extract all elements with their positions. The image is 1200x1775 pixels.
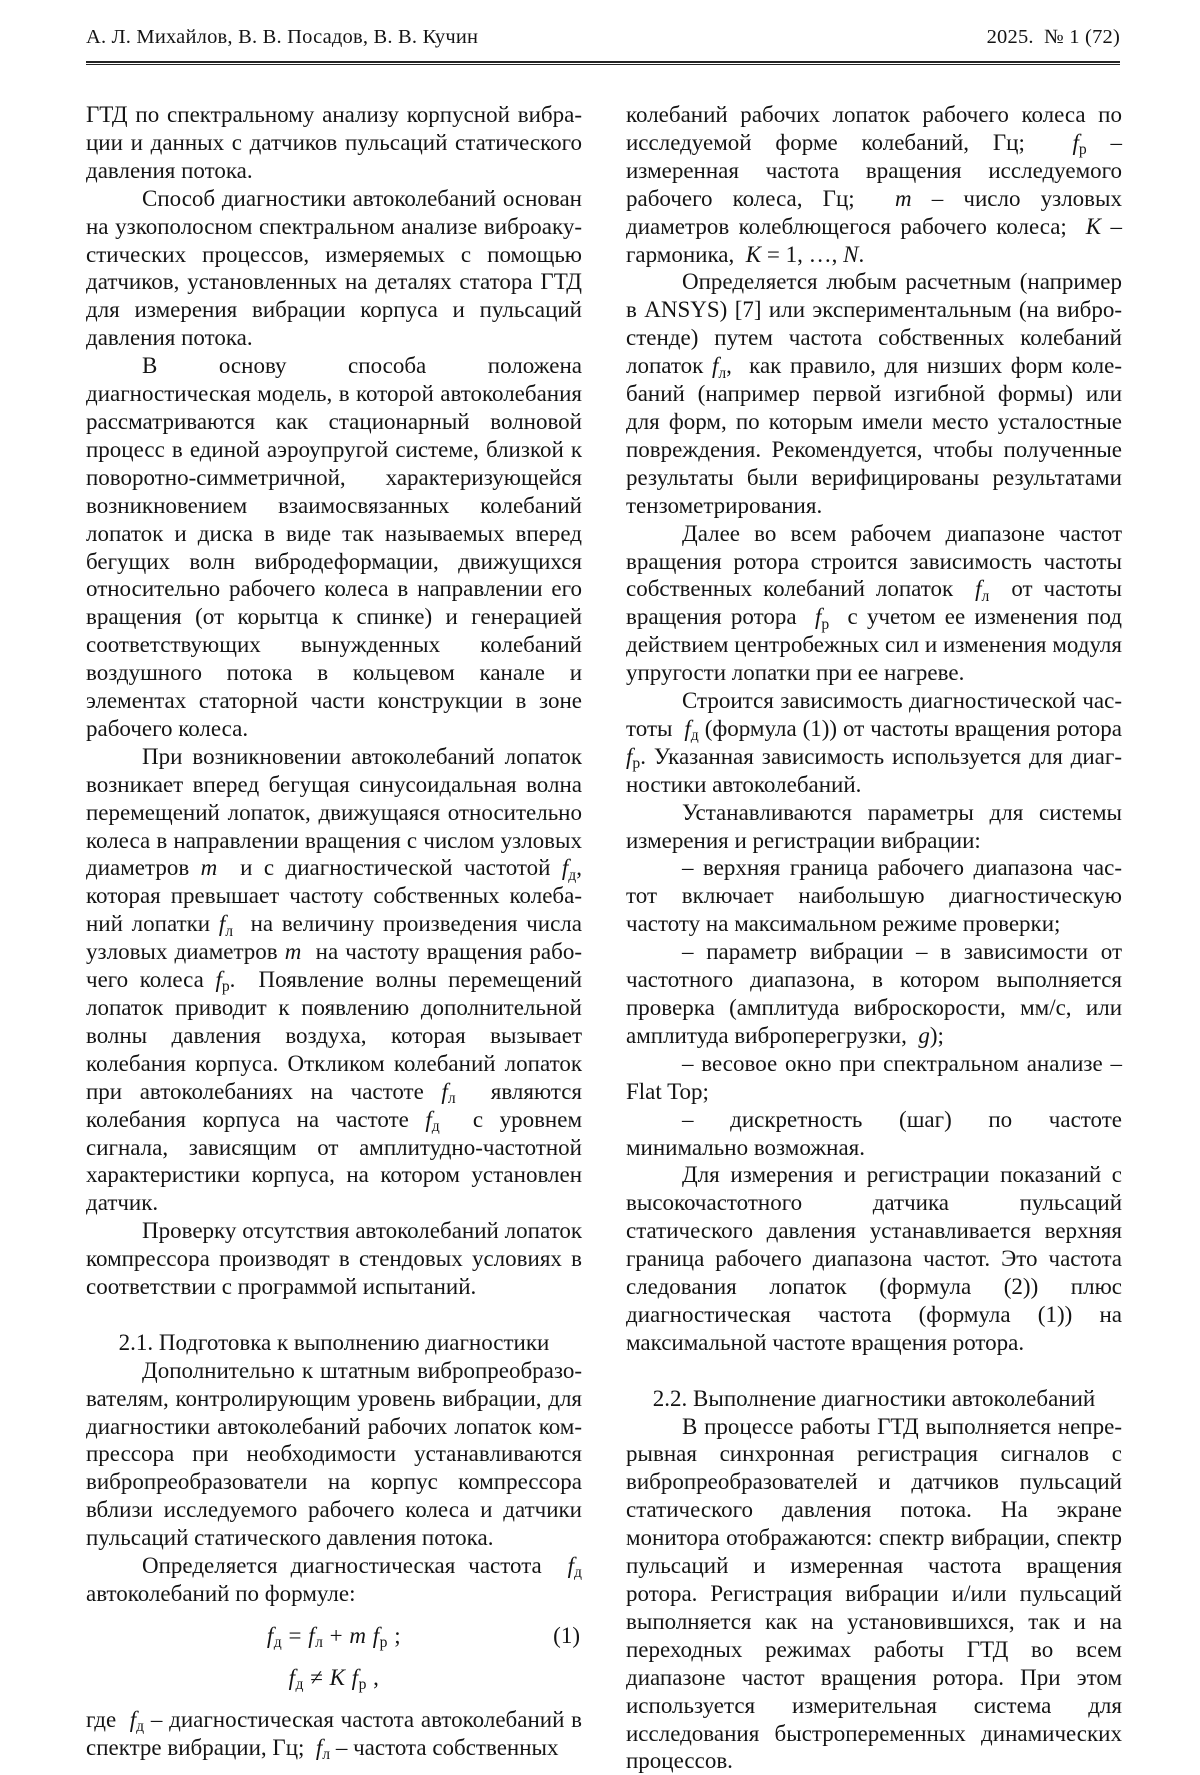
paragraph: – верхняя граница рабочего диапазона частот включает наибольшую диагностическую частоту на максимальном режиме проверки; [626, 855, 1122, 937]
paragraph: Дополнительно к штатным вибропреобразователям, контролирующим уровень вибрации, для диагностики автоколебаний рабочих лопаток компрессора при необходимости устанавливаются вибропреобразователи на корпус компрессора вблизи исследуемого рабочего колеса и датчики пульсаций статического давления потока. [86, 1357, 582, 1551]
right-column [626, 101, 1122, 1775]
paragraph: ГТД по спектральному анализу корпусной вибрации и данных с датчиков пульсаций статического давления потока. [86, 102, 582, 183]
paragraph: Определяется любым расчетным (например в ANSYS) [7] или экспериментальным (на вибростенде) путем частота собственных колебаний лопаток $f_л$, как правило, для низших форм колебаний (например первой изгибной формы) или для форм, по которым имели место усталостные повреждения. Рекомендуется, чтобы полученные результаты были верифицированы результатами тензометрирования. [626, 269, 1122, 518]
paragraph: При возникновении автоколебаний лопаток возникает вперед бегущая синусоидальная волна перемещений лопаток, движущаяся относительно колеса в направлении вращения с числом узловых диаметров m и с диагностической частотой $f_д$, которая превышает частоту собственных колебаний лопатки $f_л$ на величину произведения числа узловых диаметров m на частоту вращения рабочего колеса $f_р$. Появление волны перемещений лопаток приводит к появлению дополнительной волны давления воздуха, которая вызывает колебания корпуса. Откликом колебаний лопаток при автоколебаниях на частоте $f_л$ являются колебания корпуса на частоте $f_д$ с уровнем сигнала, зависящим от амплитудно-частотной характеристики корпуса, на котором установлен датчик. [86, 743, 583, 1216]
paragraph: – весовое окно при спектральном анализе – Flat Top; [626, 1050, 1122, 1104]
formula-body: $f_д = f_л + m$ $f_р$ ; [266, 1622, 402, 1652]
paragraph: Проверку отсутствия автоколебаний лопаток компрессора производят в стендовых условиях в соответствии с программой испытаний. [86, 1218, 582, 1300]
equation-number: (1) [553, 1622, 580, 1648]
formula [86, 1664, 582, 1692]
paragraph: колебаний рабочих лопаток рабочего колеса по исследуемой форме колебаний, Гц; $f_р$ – измеренная частота вращения исследуемого рабочего колеса, Гц; m – число узловых диаметров колеблющегося рабочего колеса; K – гармоника, K = 1, …, N. [626, 102, 1123, 267]
formula [86, 1622, 582, 1650]
paragraph: Для измерения и регистрации показаний с высокочастотного датчика пульсаций статического давления устанавливается верхняя граница рабочего диапазона частот. Это частота следования лопаток (формула (2)) плюс диагностическая частота (формула (1)) на максимальной частоте вращения ротора. [626, 1162, 1122, 1355]
section-heading: 2.2. Выполнение диагностики автоколебаний [652, 1385, 1096, 1411]
paragraph: Определяется диагностическая частота $f_д$ автоколебаний по формуле: [86, 1553, 582, 1607]
columns [86, 101, 1122, 1775]
section-heading: 2.1. Подготовка к выполнению диагностики [118, 1329, 550, 1355]
formula-body: $f_д \ne K$ $f_р$ , [288, 1664, 380, 1694]
paragraph: Способ диагностики автоколебаний основан на узкополосном спектральном анализе виброакустических процессов, измеряемых с помощью датчиков, установленных на деталях статора ГТД для измерения вибрации корпуса и пульсаций давления потока. [86, 185, 582, 351]
paragraph: Далее во всем рабочем диапазоне частот вращения ротора строится зависимость частоты собственных колебаний лопаток $f_л$ от частоты вращения ротора $f_р$ с учетом ее изменения под действием центробежных сил и изменения модуля упругости лопатки при ее нагреве. [626, 520, 1122, 686]
paragraph: где $f_д$ – диагностическая частота автоколебаний в спектре вибрации, Гц; $f_л$ – частота собственных [86, 1706, 583, 1764]
page-header [86, 26, 1120, 49]
header-rule [86, 61, 1120, 65]
header-issue: 2025. № 1 (72) [986, 26, 1120, 48]
paragraph: Строится зависимость диагностической частоты $f_д$ (формула (1)) от частоты вращения ротора $f_р$. Указанная зависимость используется для диагностики автоколебаний. [626, 688, 1122, 797]
left-column [86, 101, 582, 1775]
paragraph: В процессе работы ГТД выполняется непрерывная синхронная регистрация сигналов с вибропреобразователей и датчиков пульсаций статического давления потока. На экране монитора отображаются: спектр вибрации, спектр пульсаций и измеренная частота вращения ротора. Регистрация вибрации и/или пульсаций выполняется как на установившихся, так и на переходных режимах работы ГТД во всем диапазоне частот вращения ротора. При этом используется измерительная система для исследования быстропеременных динамических процессов. [626, 1413, 1122, 1774]
header-authors: А. Л. Михайлов, В. В. Посадов, В. В. Кучин [86, 26, 479, 48]
paragraph: Устанавливаются параметры для системы измерения и регистрации вибрации: [626, 799, 1122, 853]
paragraph: – параметр вибрации – в зависимости от частотного диапазона, в котором выполняется проверка (амплитуда виброскорости, мм/с, или амплитуда виброперегрузки, g); [626, 939, 1122, 1048]
paragraph: В основу способа положена диагностическая модель, в которой автоколебания рассматриваются как стационарный волновой процесс в единой аэроупругой системе, близкой к поворотно-симметричной, характеризующейся возникновением взаимосвязанных колебаний лопаток и диска в виде так называемых вперед бегущих волн вибродеформации, движущихся относительно рабочего колеса в направлении его вращения (от корытца к спинке) и генерацией соответствующих вынужденных колебаний воздушного потока в кольцевом канале и элементах статорной части конструкции в зоне рабочего колеса. [86, 353, 582, 741]
paragraph: – дискретность (шаг) по частоте минимально возможная. [626, 1106, 1122, 1160]
